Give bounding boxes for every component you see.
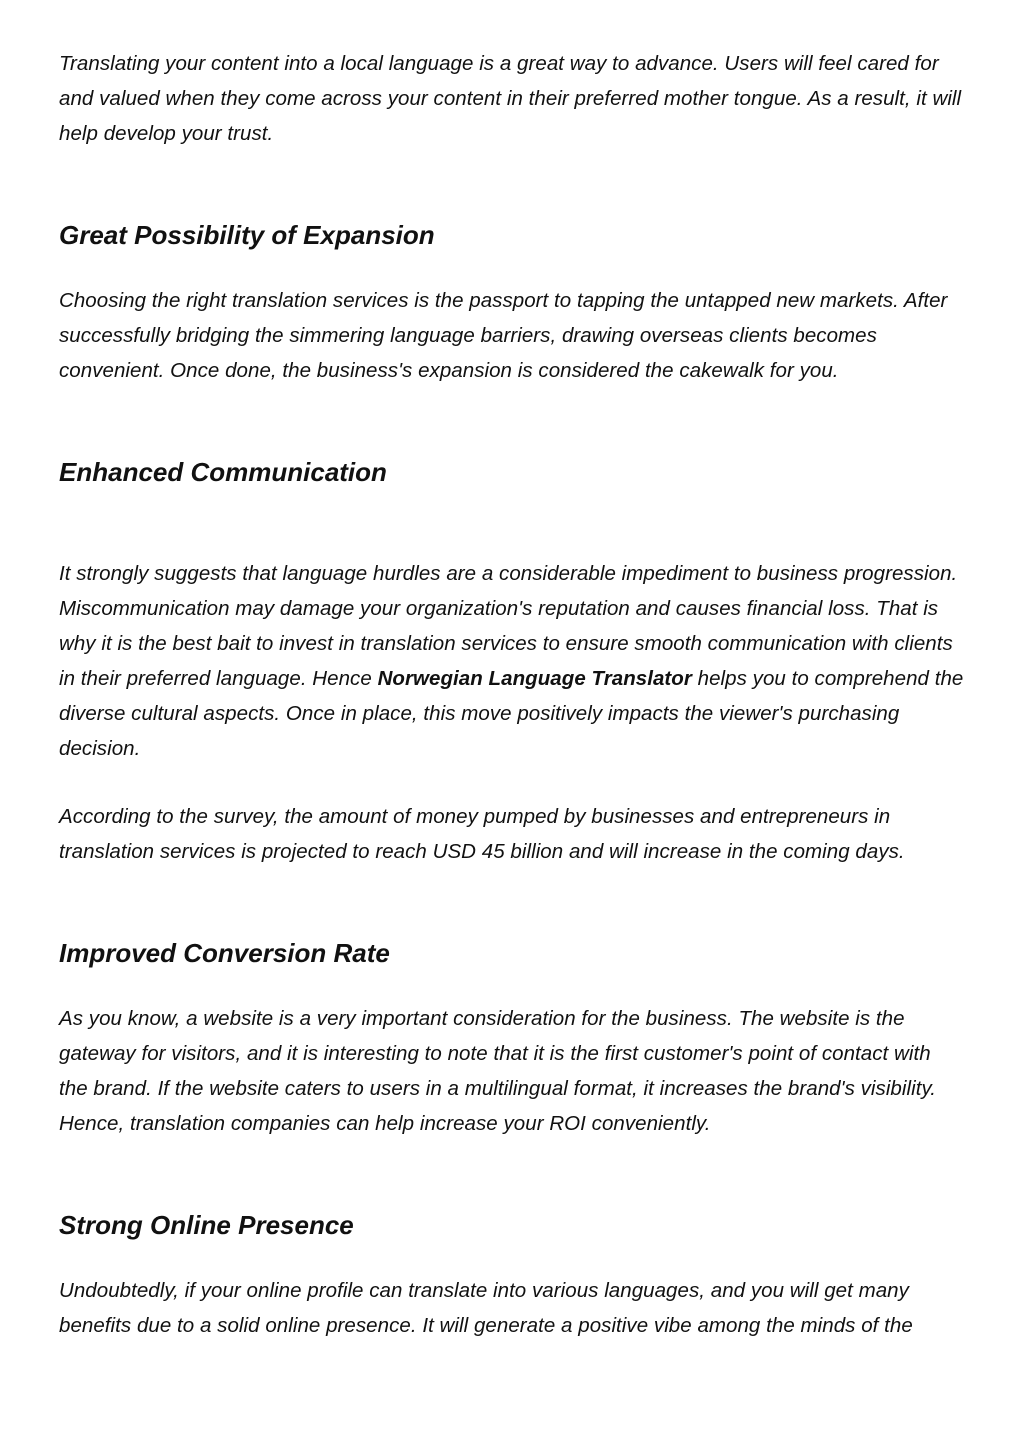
article-body [59,46,964,1343]
section-heading-conversion: Improved Conversion Rate [59,938,390,968]
communication-paragraph [59,556,964,766]
section-heading-presence: Strong Online Presence [59,1210,354,1240]
expansion-paragraph: Choosing the right translation services is the passport to tapping the untapped new markets. After successfully bridging the simmering language barriers, drawing overseas clients becomes convenient. Once done, the business's expansion is considered the cakewalk for you. [59,289,948,382]
intro-paragraph: Translating your content into a local language is a great way to advance. Users will feel cared for and valued when they come across your content in their preferred mother tongue. As a result, it will help develop your trust. [59,52,962,145]
communication-text-after: helps you to comprehend the diverse cultural aspects. Once in place, this move positively impacts the viewer's purchasing decision. [59,667,964,760]
conversion-paragraph: As you know, a website is a very important consideration for the business. The website is the gateway for visitors, and it is interesting to note that it is the first customer's point of contact with the brand. If the website caters to users in a multilingual format, it increases the brand's visibility. Hence, translation companies can help increase your ROI conveniently. [59,1007,936,1135]
norwegian-translator-emphasis: Norwegian Language Translator [377,667,692,690]
survey-paragraph: According to the survey, the amount of money pumped by businesses and entrepreneurs in translation services is projected to reach USD 45 billion and will increase in the coming days. [59,805,905,863]
section-heading-communication: Enhanced Communication [59,457,387,487]
presence-paragraph: Undoubtedly, if your online profile can translate into various languages, and you will get many benefits due to a solid online presence. It will generate a positive vibe among the minds of the [59,1279,913,1337]
section-heading-expansion: Great Possibility of Expansion [59,220,435,250]
communication-text-before: It strongly suggests that language hurdles are a considerable impediment to business progression. Miscommunication may damage your organization's reputation and causes financial loss. That is why it is the best bait to invest in translation services to ensure smooth communication with clients in their preferred language. Hence [59,562,958,690]
